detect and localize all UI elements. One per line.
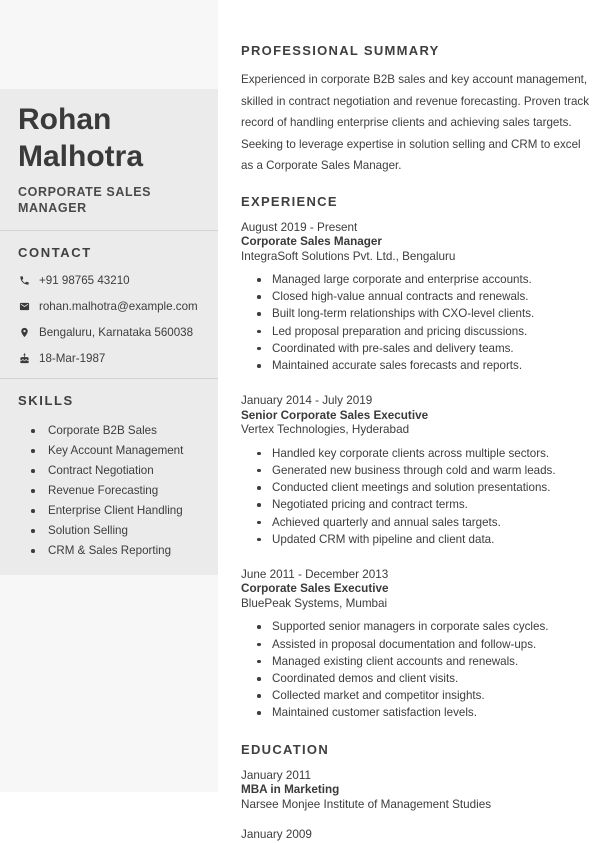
location-icon <box>18 327 30 339</box>
skill-item: Contract Negotiation <box>18 461 202 481</box>
email-icon <box>18 301 30 313</box>
job-bullet: Handled key corporate clients across multiple sectors. <box>241 445 593 462</box>
job-bullet: Supported senior managers in corporate sales cycles. <box>241 618 593 635</box>
experience-entry <box>241 568 593 722</box>
job-bullet: Managed large corporate and enterprise accounts. <box>241 271 593 288</box>
education-entry <box>241 828 593 843</box>
job-bullet: Collected market and competitor insights. <box>241 687 593 704</box>
person-name: Rohan Malhotra <box>18 103 144 173</box>
job-dates: June 2011 - December 2013 <box>241 567 389 581</box>
job-bullet: Negotiated pricing and contract terms. <box>241 496 593 513</box>
experience-section <box>241 194 593 722</box>
job-bullet: Managed existing client accounts and renewals. <box>241 653 593 670</box>
job-bullet: Led proposal preparation and pricing discussions. <box>241 323 593 340</box>
contact-row-email <box>18 300 202 313</box>
resume-main-column <box>241 0 593 843</box>
education-degree: MBA in Marketing <box>241 783 340 797</box>
person-job-title: CORPORATE SALES MANAGER <box>18 185 152 215</box>
experience-heading: EXPERIENCE <box>241 193 338 209</box>
job-dates: January 2014 - July 2019 <box>241 394 373 408</box>
skill-item: Solution Selling <box>18 521 202 541</box>
summary-section <box>241 43 593 177</box>
sidebar <box>0 89 218 575</box>
job-bullet: Built long-term relationships with CXO-level clients. <box>241 305 593 322</box>
skills-list <box>18 421 202 561</box>
summary-heading: PROFESSIONAL SUMMARY <box>241 43 440 58</box>
education-section <box>241 742 593 843</box>
contact-list <box>18 274 202 365</box>
job-bullet: Updated CRM with pipeline and client data. <box>241 531 593 548</box>
job-dates: August 2019 - Present <box>241 220 358 234</box>
skill-item: Revenue Forecasting <box>18 481 202 501</box>
experience-entry <box>241 221 593 375</box>
education-entry <box>241 769 593 813</box>
contact-email: rohan.malhotra@example.com <box>39 300 198 313</box>
skill-item: Enterprise Client Handling <box>18 501 202 521</box>
job-title: Corporate Sales Executive <box>241 582 389 596</box>
sidebar-divider <box>0 230 218 231</box>
job-bullet: Maintained customer satisfaction levels. <box>241 704 593 721</box>
skill-item: CRM & Sales Reporting <box>18 541 202 561</box>
job-bullet-list <box>241 445 593 548</box>
job-bullet: Generated new business through cold and warm leads. <box>241 462 593 479</box>
skills-heading: SKILLS <box>18 393 74 408</box>
summary-text: Experienced in corporate B2B sales and key account management, skilled in contract negotiation and revenue forecasting. Proven track record of handling enterprise clients and achieving sales targets. Seeking to leverage expertise in solution selling and CRM to excel as a Corporate Sales Manager. <box>241 73 590 172</box>
job-bullet: Assisted in proposal documentation and follow-ups. <box>241 636 593 653</box>
job-bullet: Maintained accurate sales forecasts and reports. <box>241 357 593 374</box>
job-title: Senior Corporate Sales Executive <box>241 408 429 422</box>
experience-entry <box>241 394 593 548</box>
contact-heading: CONTACT <box>18 245 92 260</box>
contact-row-location <box>18 326 202 339</box>
phone-icon <box>18 275 30 287</box>
education-heading: EDUCATION <box>241 741 330 757</box>
job-bullet-list <box>241 271 593 374</box>
skill-item: Key Account Management <box>18 441 202 461</box>
contact-row-phone <box>18 274 202 287</box>
sidebar-divider <box>0 378 218 379</box>
education-dates: January 2011 <box>241 768 311 782</box>
job-company: BluePeak Systems, Mumbai <box>241 596 388 610</box>
job-bullet: Conducted client meetings and solution presentations. <box>241 479 593 496</box>
job-bullet: Coordinated demos and client visits. <box>241 670 593 687</box>
job-bullet-list <box>241 618 593 721</box>
contact-phone: +91 98765 43210 <box>39 274 130 287</box>
job-company: IntegraSoft Solutions Pvt. Ltd., Bengaluru <box>241 249 456 263</box>
job-company: Vertex Technologies, Hyderabad <box>241 423 410 437</box>
birthday-icon <box>18 353 30 365</box>
job-bullet: Achieved quarterly and annual sales targets. <box>241 514 593 531</box>
education-school: Narsee Monjee Institute of Management Studies <box>241 797 492 811</box>
contact-location: Bengaluru, Karnataka 560038 <box>39 326 194 339</box>
job-title: Corporate Sales Manager <box>241 235 382 248</box>
contact-birthdate: 18-Mar-1987 <box>39 352 106 365</box>
contact-row-birthday <box>18 352 202 365</box>
education-dates: January 2009 <box>241 828 312 842</box>
job-bullet: Closed high-value annual contracts and renewals. <box>241 288 593 305</box>
skill-item: Corporate B2B Sales <box>18 421 202 441</box>
job-bullet: Coordinated with pre-sales and delivery teams. <box>241 340 593 357</box>
